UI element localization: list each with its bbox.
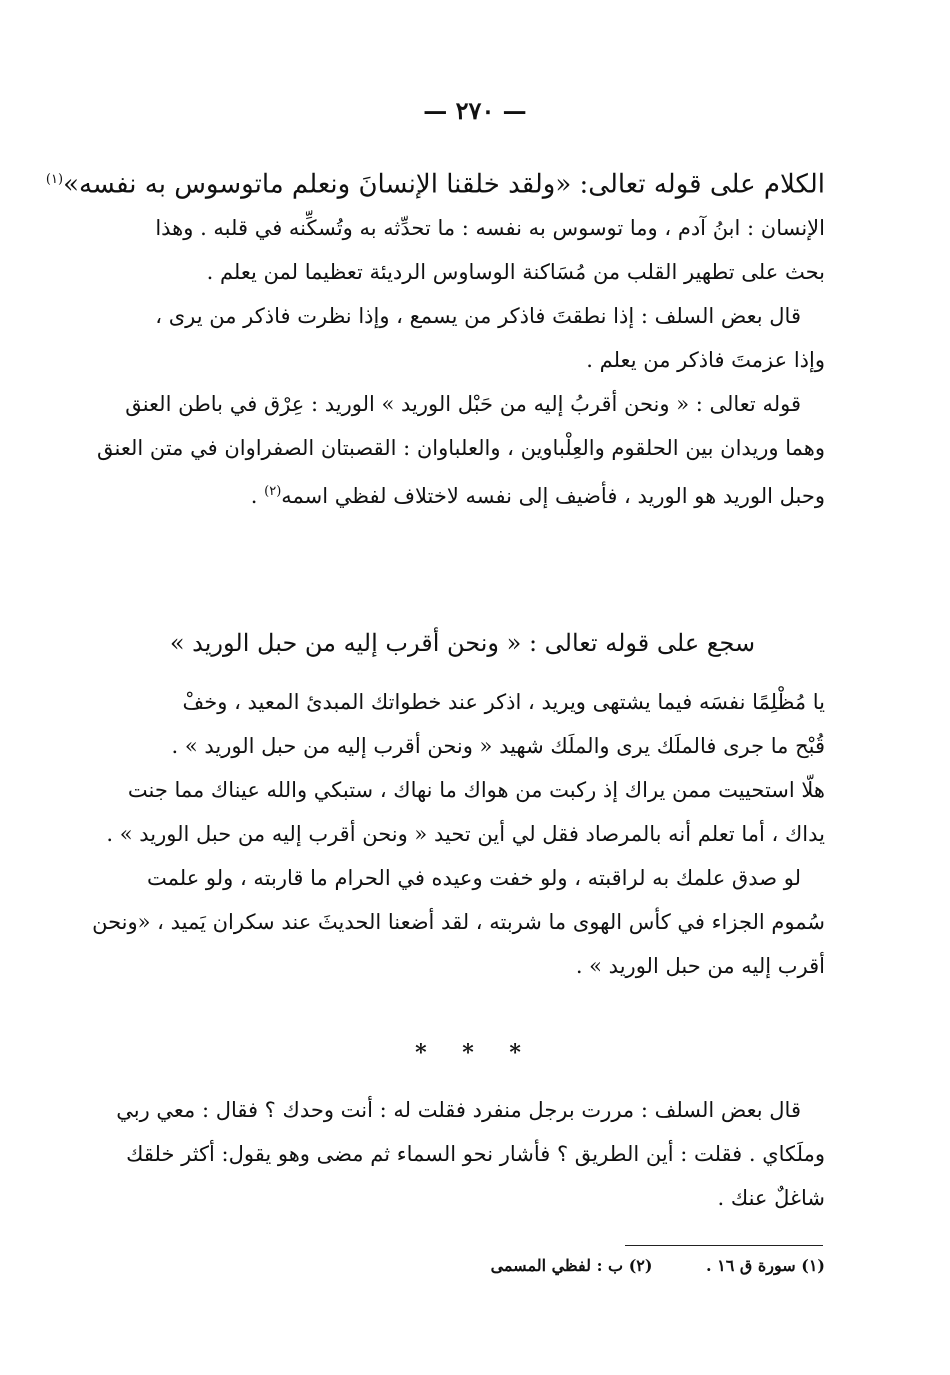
- commentary-heading: [45, 154, 825, 206]
- anecdote-block: [100, 1088, 825, 1220]
- text-line: هلّا استحييت ممن يراك إذ ركبت من هواك ما نهاك ، ستبكي والله عيناك مما جنت: [127, 778, 825, 802]
- text-line-body: وحبل الوريد هو الوريد ، فأضيف إلى نفسه لاختلاف لفظي اسمه: [281, 484, 825, 508]
- text-line-end: .: [250, 484, 265, 508]
- text-line: الإنسان : ابنُ آدم ، وما توسوس به نفسه : ما تحدِّثه به وتُسكِّنه في قلبه . وهذا: [155, 216, 825, 240]
- text-line: قُبْح ما جرى فالملَك يرى والملَك شهيد « ونحن أقرب إليه من حبل الوريد » .: [171, 734, 825, 758]
- section-separator: * * *: [415, 1040, 535, 1066]
- text-line: وملَكاي . فقلت : أين الطريق ؟ فأشار نحو السماء ثم مضى وهو يقول: أكثر خلقك: [126, 1142, 825, 1166]
- text-line: لو صدق علمك به لراقبته ، ولو خفت وعيده في الحرام ما قاربته ، ولو علمت: [147, 866, 801, 890]
- text-line: وهما وريدان بين الحلقوم والعِلْباوين ، والعلباوان : القصبتان الصفراوان في متن العنق: [96, 436, 825, 460]
- text-line: [100, 470, 825, 514]
- text-line: سُموم الجزاء في كأس الهوى ما شربته ، لقد أضعنا الحديثَ عند سكران يَميد ، «ونحن: [92, 910, 825, 934]
- text-line: شاغلٌ عنك .: [717, 1186, 825, 1210]
- footnote-marker-2: (٢): [264, 484, 282, 499]
- rhymed-prose-block: [92, 680, 825, 988]
- footnotes: [360, 1256, 825, 1275]
- commentary-block: [45, 154, 825, 514]
- text-line: أقرب إليه من حبل الوريد » .: [575, 954, 825, 978]
- footnote-2: (٢) ب : لفظي المسمى: [490, 1256, 653, 1275]
- footnote-marker-1: (١): [45, 172, 64, 187]
- text-line: وإذا عزمتَ فاذكر من يعلم .: [586, 348, 825, 372]
- text-line: يا مُظْلِمًا نفسَه فيما يشتهى ويريد ، اذكر عند خطواتك المبدئ المعيد ، وخفْ: [182, 690, 825, 714]
- text-line: يداك ، أما تعلم أنه بالمرصاد فقل لي أين تحيد « ونحن أقرب إليه من حبل الوريد » .: [106, 822, 825, 846]
- heading-text: الكلام على قوله تعالى: «ولقد خلقنا الإنسانَ ونعلم ماتوسوس به نفسه»: [63, 169, 825, 200]
- text-line: قال بعض السلف : إذا نطقتَ فاذكر من يسمع ، وإذا نظرت فاذكر من يرى ،: [155, 304, 801, 328]
- footnote-rule: [625, 1245, 823, 1246]
- page-number: — ٢٧٠ —: [423, 96, 527, 125]
- text-line: قوله تعالى : « ونحن أقربُ إليه من حَبْل الوريد » الوريد : عِرْق في باطن العنق: [125, 392, 801, 416]
- text-line: بحث على تطهير القلب من مُسَاكنة الوساوس الرديئة تعظيما لمن يعلم .: [206, 260, 825, 284]
- section-heading: سجع على قوله تعالى : « ونحن أقرب إليه من حبل الوريد »: [169, 629, 756, 657]
- text-line: قال بعض السلف : مررت برجل منفرد فقلت له : أنت وحدك ؟ فقال : معي ربي: [116, 1098, 801, 1122]
- footnote-1: (١) سورة ق ١٦ .: [706, 1256, 825, 1275]
